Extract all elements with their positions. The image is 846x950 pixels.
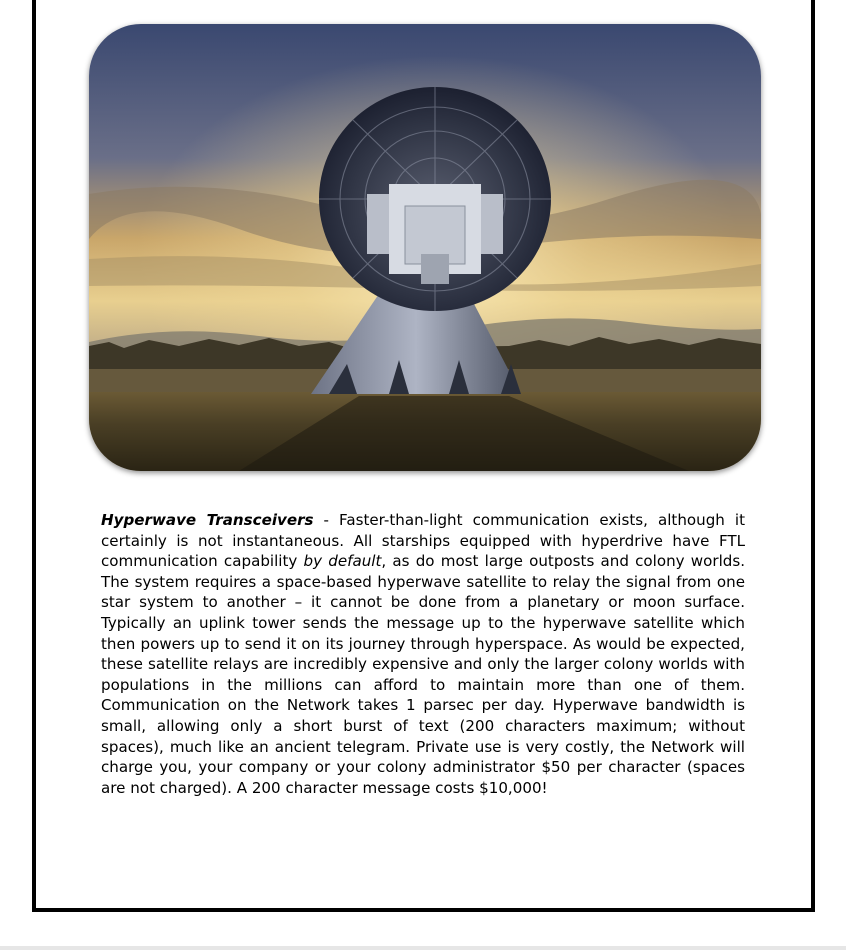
article-text-part-1: Faster-than-light communication exists, although it certainly is not instantaneous. All starships equipped with hyperdrive have FTL communication capability xyxy=(101,511,745,571)
article-paragraph xyxy=(101,510,745,798)
article-title: Hyperwave Transceivers xyxy=(101,511,314,529)
title-separator: - xyxy=(313,511,340,529)
satellite-dish-photo xyxy=(89,24,761,471)
window-bottom-edge xyxy=(0,946,846,950)
article-emphasis: by default xyxy=(303,552,382,571)
article-text-part-2: , as do most large outposts and colony worlds. The system requires a space-based hyperwave satellite to relay the signal from one star system to another – it cannot be done from a planetary or moon surface. Typically an uplink tower sends the message up to the hyperwave satellite which then powers up to send it on its journey through hyperspace. As would be expected, these satellite relays are incredibly expensive and only the larger colony worlds with populations in the millions can afford to maintain more than one of them. Communication on the Network takes 1 parsec per day. Hyperwave bandwidth is small, allowing only a short burst of text (200 characters maximum; without spaces), much like an ancient telegram. Private use is very costly, the Network will charge you, your company or your colony administrator $50 per character (spaces are not charged). A 200 character message costs $10,000! xyxy=(101,552,746,797)
